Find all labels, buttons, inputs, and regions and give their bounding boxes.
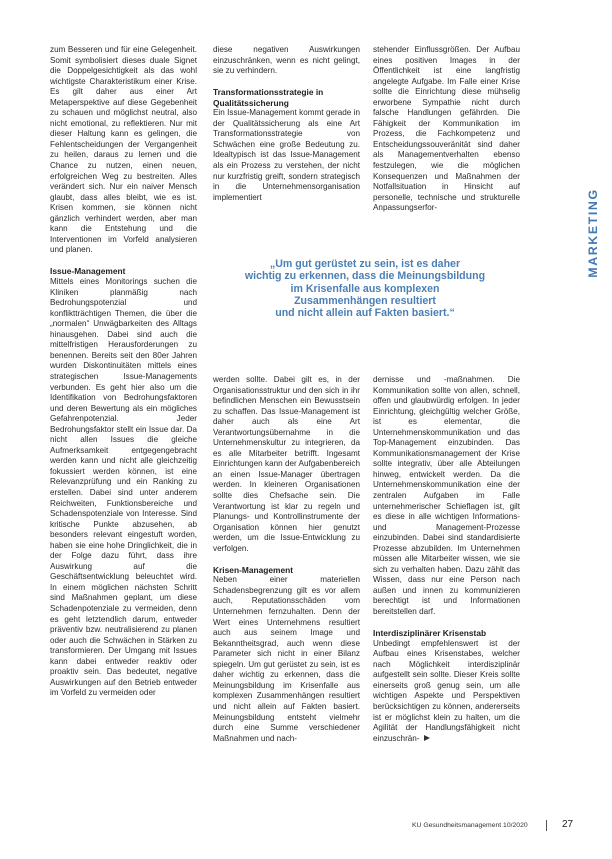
pull-quote-line: Zusammenhängen resultiert bbox=[294, 294, 436, 307]
footer-divider bbox=[546, 820, 547, 831]
pull-quote bbox=[220, 258, 510, 319]
journal-name: KU Gesundheitsmanagement 10/2020 bbox=[412, 822, 528, 829]
pull-quote-line: im Krisenfalle aus komplexen bbox=[290, 282, 440, 295]
section-heading-transformationsstrategie: Transformationsstrategie in Qualitätssicherung bbox=[213, 87, 324, 108]
paragraph: stehender Einflussgrößen. Der Aufbau eines positiven Images in der Öffentlichkeit ist eine langfristig angelegte Aufgabe. Im Falle einer Krise sollte die Einrichtung diese mühselig erworbene Sympathie nicht durch falsche Handlungen gefährden. Die Fähigkeit der Kommunikation im Prozess, die Fachkompetenz und Entscheidungssouveränität sind daher als Managementverhalten ebenso festzulegen, wie die möglichen Konsequenzen und Maßnahmen der Notfallsituation in Hinsicht auf personelle, technische und strukturelle Anpassungserfor- bbox=[373, 45, 520, 213]
section-tab bbox=[575, 168, 611, 298]
paragraph: zum Besseren und für eine Gelegenheit. Somit symbolisiert dieses duale Signet die Doppelgesichtigkeit als das wohl wichtigste Charakteristikum einer Krise. Es gilt daher aus einer Art Metaperspektive auf diese Gegebenheit zu schauen und möglichst neutral, also nicht emotional, zu reflektieren. Nur mit dieser Haltung kann es gelingen, die Fehlentscheidungen der Vergangenheit zu heilen, daraus zu lernen und die Chance zu nutzen, einen neuen, erfolgreichen Weg zu bestreiten. Alles verändert sich. Nur ein naiver Mensch glaubt, dass alles bleibt, wie es ist. Krisen kommen, sie können nicht gänzlich verhindert werden, aber man kann die Entstehung und die Interventionen im Vorfeld analysieren und planen. bbox=[50, 45, 197, 255]
pull-quote-line: „Um gut gerüstet zu sein, ist es daher bbox=[269, 258, 461, 270]
column-2-top bbox=[213, 45, 360, 203]
pull-quote-line: wichtig zu erkennen, dass die Meinungsbildung bbox=[244, 270, 486, 283]
pull-quote-line: und nicht allein auf Fakten basiert.“ bbox=[275, 307, 455, 320]
section-tab-label: MARKETING bbox=[586, 188, 600, 278]
page-number: 27 bbox=[562, 819, 574, 830]
section-heading-krisen-management: Krisen-Management bbox=[213, 564, 294, 575]
column-3-top bbox=[373, 45, 520, 214]
column-2-bottom bbox=[213, 375, 360, 744]
section-heading-krisenstab: Interdisziplinärer Krisenstab bbox=[373, 628, 487, 639]
continue-arrow-icon bbox=[424, 735, 430, 741]
section-heading-issue-management: Issue-Management bbox=[50, 266, 126, 277]
column-1 bbox=[50, 45, 197, 699]
paragraph: Neben einer materiellen Schadensbegrenzung gilt es vor allem auch, Reputationsschäden vom Unternehmen fernzuhalten. Denn der Wert eines Unternehmens resultiert auch aus seinem Image und Bekanntheitsgrad, auch wenn diese Parameter sich nicht in einer Bilanz spiegeln. Um gut gerüstet zu sein, ist es daher wichtig zu erkennen, dass die Meinungsbildung im Krisenfalle aus komplexen Zusammenhängen resultiert und nicht allein auf Fakten basiert. Meinungsbildung entsteht vielmehr durch eine Summe verschiedener Maßnahmen und nach- bbox=[213, 575, 360, 743]
column-3-bottom bbox=[373, 375, 520, 744]
paragraph: diese negativen Auswirkungen einzuschränken, wenn es nicht gelingt, sie zu verhindern. bbox=[213, 45, 360, 76]
paragraph: werden sollte. Dabei gilt es, in der Organisationsstruktur und den sich in ihr befindlichen Menschen ein Bewusstsein zu schaffen. Das Issue-Management ist daher auch als eine Art Verantwortungsübernahme in die Unternehmenskultur zu integrieren, da es alle Mitarbeiter betrifft. Ingesamt Einrichtungen kann der Aufgabenbereich an einen Issue-Manager übertragen werden. In kleineren Organisationen sollte dies Chefsache sein. Die Verantwortung ist klar zu regeln und Planungs- und Kontrollinstrumente der Organisation können hier genutzt werden, um die Issue-Entwicklung zu verfolgen. bbox=[213, 375, 360, 553]
paragraph: Mittels eines Monitorings suchen die Kliniken planmäßig nach Bedrohungspotenzial und konfliktträchtigen Themen, die über die „normalen“ Unwägbarkeiten des Alltags hinausgehen. Dabei sind auch die mittelfristigen Herausforderungen zu benennen. Bereits seit den 80er Jahren wurden Diskontinuitäten mittels eines strategischen Issue-Managements verbunden. Es geht hier also um die Identifikation von Bedrohungsfaktoren und deren Bewertung als ein mögliches Gefahrenpotenzial. Jeder Bedrohungsfaktor stellt ein Issue dar. Da nicht allen Issues die gleiche Aufmerksamkeit entgegengebracht werden kann und nicht alle gleichzeitig fokussiert werden können, ist eine Relevanzprüfung und ein Ranking zu erstellen. Dabei sind unter anderem Reichweiten, Funktionsbereiche und Schadenspotenziale von Interesse. Sind kritische Punkte abzusehen, ab besonders relevant eingestuft worden, haben sie eine hohe Dringlichkeit, die in der Folge dazu führt, dass ihre Auswirkung auf die Geschäftsentwicklung beleuchtet wird. In einem möglichen nächsten Schritt sind Maßnahmen geplant, um diese Schadenpotenziale zu vermeiden, denn es geht letztendlich darum, entweder präventiv bzw. neutralisierend zu planen oder auch die Schwächen in Stärken zu transformieren. Der Umgang mit Issues kann dabei entweder reaktiv oder proaktiv sein. Das bedeutet, negative Auswirkungen auf den Betrieb entweder im Vorfeld zu vermeiden oder bbox=[50, 277, 197, 698]
paragraph: Ein Issue-Management kommt gerade in der Qualitätssicherung als eine Art Transformationsstrategie von Schwächen eine große Bedeutung zu. Idealtypisch ist das Issue-Management als ein Prozess zu verstehen, der nicht nur kurzfristig greift, sondern strategisch in die Unternehmensorganisation implementiert bbox=[213, 108, 360, 202]
paragraph-text: Unbedingt empfehlenswert ist der Aufbau eines Krisenstabes, welcher nach Möglichkeit interdisziplinär aufgestellt sein sollte. Dieser Kreis sollte einerseits groß genug sein, um alle wichtigen Aspekte und Perspektiven berücksichtigen zu können, andererseits ist er möglichst klein zu halten, um die Agilität der Handlungsfähigkeit nicht einzuschrän- bbox=[373, 638, 520, 743]
page-footer bbox=[360, 819, 574, 833]
paragraph: dernisse und -maßnahmen. Die Kommunikation sollte von allen, schnell, offen und glaubwürdig erfolgen. In jeder Einrichtung, gleichgültig welcher Größe, ist es elementar, die Unternehmenskommunikation und das Top-Management einzubinden. Das Kommunikationsmanagement der Krise sollte integrativ, über alle Abteilungen hinweg, entwickelt werden. Da die Unternehmenskommunikation eine der zentralen Aufgaben im Falle unternehmerischer Schieflagen ist, gilt es diese in alle wichtigen Informations- und Management-Prozesse einzubinden. Dabei sind standardisierte Prozesse abzubilden. Im Unternehmen müssen alle Mitarbeiter wissen, wie sie sich zu verhalten haben. Dazu zählt das Wissen, dass nur eine Person nach außen und innen zu kommunizieren berechtigt ist und Informationen bereitstellen darf. bbox=[373, 375, 520, 617]
paragraph bbox=[373, 639, 520, 744]
